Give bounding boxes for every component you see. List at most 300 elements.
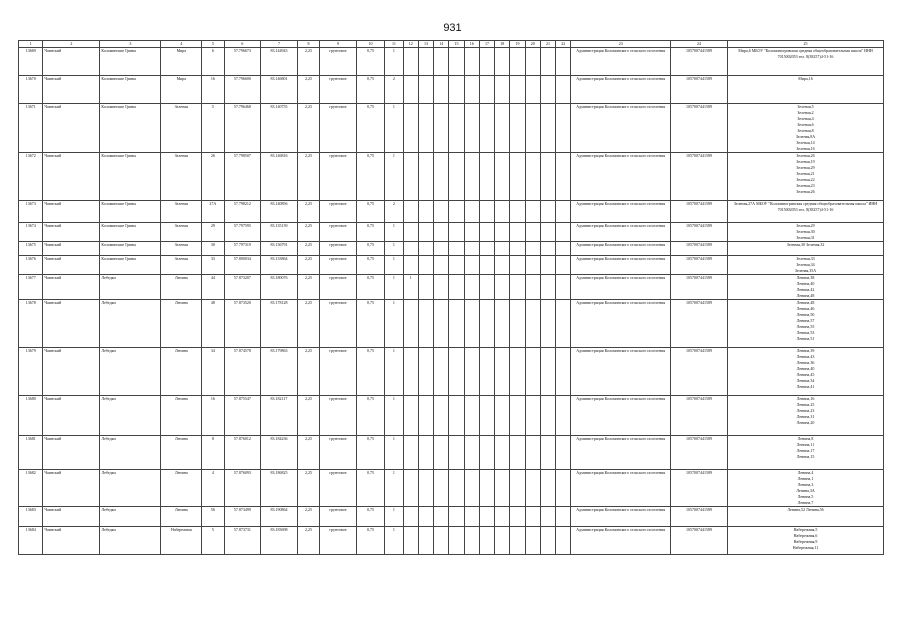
cell-count: 1	[385, 527, 403, 555]
column-header: 7	[261, 41, 298, 48]
cell-lon: 83.180076	[261, 275, 298, 300]
cell-empty	[434, 275, 449, 300]
cell-empty	[556, 470, 571, 507]
cell-settlement: Лебедки	[100, 275, 161, 300]
cell-id: 13672	[19, 153, 43, 201]
cell-lat: 57.800034	[224, 256, 261, 275]
cell-width: 2,25	[297, 300, 319, 348]
cell-owner: Администрация Коломинского сельского поселения	[571, 436, 671, 470]
cell-street: Зеленая	[161, 153, 202, 201]
cell-count: 1	[385, 275, 403, 300]
cell-owner: Администрация Коломинского сельского поселения	[571, 256, 671, 275]
cell-empty	[434, 300, 449, 348]
cell-empty	[464, 396, 479, 436]
cell-ogrn: 1057007441589	[671, 275, 728, 300]
cell-empty	[418, 242, 433, 256]
cell-lon: 83.186825	[261, 470, 298, 507]
cell-surface: грунтовое	[320, 300, 357, 348]
cell-extra	[403, 396, 418, 436]
cell-empty	[510, 201, 525, 223]
cell-empty	[479, 48, 494, 76]
cell-empty	[449, 436, 464, 470]
cell-empty	[449, 201, 464, 223]
cell-empty	[540, 223, 555, 242]
cell-empty	[540, 48, 555, 76]
cell-id: 13669	[19, 48, 43, 76]
cell-lat: 57.796468	[224, 104, 261, 153]
cell-empty	[525, 201, 540, 223]
cell-house: 6	[202, 48, 224, 76]
cell-served-addresses: Зеленая,33 Зеленая,34 Зеленая,35А	[728, 256, 884, 275]
cell-count: 1	[385, 436, 403, 470]
cell-count: 2	[385, 201, 403, 223]
cell-empty	[510, 48, 525, 76]
cell-district: Чаинский	[43, 104, 100, 153]
table-row	[19, 104, 884, 153]
cell-ogrn: 1057007441589	[671, 76, 728, 104]
cell-id: 13671	[19, 104, 43, 153]
cell-empty	[495, 300, 510, 348]
cell-width: 2,25	[297, 348, 319, 396]
cell-empty	[540, 436, 555, 470]
cell-district: Чаинский	[43, 507, 100, 527]
cell-empty	[540, 507, 555, 527]
cell-empty	[495, 48, 510, 76]
cell-empty	[540, 76, 555, 104]
cell-empty	[464, 223, 479, 242]
cell-empty	[449, 48, 464, 76]
cell-street: Мира	[161, 76, 202, 104]
cell-lat: 57.798507	[224, 153, 261, 201]
cell-settlement: Коломинские Гривы	[100, 256, 161, 275]
cell-empty	[556, 153, 571, 201]
cell-empty	[449, 527, 464, 555]
cell-house: 34	[202, 348, 224, 396]
cell-empty	[495, 275, 510, 300]
cell-ogrn: 1057007441589	[671, 242, 728, 256]
table-row	[19, 256, 884, 275]
cell-lon: 83.135139	[261, 223, 298, 242]
cell-street: Ленина	[161, 436, 202, 470]
cell-surface: грунтовое	[320, 48, 357, 76]
cell-empty	[464, 76, 479, 104]
cell-cover: 0,75	[356, 470, 384, 507]
cell-district: Чаинский	[43, 275, 100, 300]
cell-width: 2,25	[297, 527, 319, 555]
cell-empty	[495, 396, 510, 436]
cell-width: 2,25	[297, 223, 319, 242]
cell-empty	[510, 242, 525, 256]
cell-empty	[464, 275, 479, 300]
cell-empty	[495, 201, 510, 223]
cell-empty	[418, 256, 433, 275]
cell-empty	[540, 527, 555, 555]
cell-empty	[510, 76, 525, 104]
cell-ogrn: 1057007441589	[671, 104, 728, 153]
cell-cover: 0,75	[356, 275, 384, 300]
cell-width: 2,25	[297, 275, 319, 300]
cell-empty	[556, 507, 571, 527]
cell-district: Чаинский	[43, 223, 100, 242]
column-header: 24	[671, 41, 728, 48]
cell-id: 13670	[19, 76, 43, 104]
cell-house: 44	[202, 275, 224, 300]
cell-empty	[464, 507, 479, 527]
cell-empty	[540, 242, 555, 256]
cell-empty	[418, 275, 433, 300]
cell-empty	[479, 396, 494, 436]
cell-lon: 83.140755	[261, 104, 298, 153]
column-number-row	[19, 41, 884, 48]
cell-empty	[464, 436, 479, 470]
cell-district: Чаинский	[43, 348, 100, 396]
cell-lon: 83.140856	[261, 201, 298, 223]
cell-id: 13676	[19, 256, 43, 275]
cell-settlement: Коломинские Гривы	[100, 48, 161, 76]
column-header: 12	[403, 41, 418, 48]
column-header: 17	[479, 41, 494, 48]
cell-street: Ленина	[161, 300, 202, 348]
cell-count: 1	[385, 153, 403, 201]
cell-width: 2,25	[297, 153, 319, 201]
cell-house: 8	[202, 436, 224, 470]
cell-extra	[403, 242, 418, 256]
cell-served-addresses: Ленина,48 Ленина,46 Ленина,50 Ленина,57 Ленина,55 Ленина,53 Ленина,51	[728, 300, 884, 348]
cell-settlement: Коломинские Гривы	[100, 153, 161, 201]
cell-lat: 57.797595	[224, 223, 261, 242]
cell-empty	[449, 396, 464, 436]
cell-empty	[525, 48, 540, 76]
cell-house: 48	[202, 300, 224, 348]
cell-empty	[525, 223, 540, 242]
cell-served-addresses: Зеленая,27А МБОУ "Коломиногривская средняя общеобразовательная школа" ИНН 7015002053 тел. 8(38257)4-51-16	[728, 201, 884, 223]
table-row	[19, 348, 884, 396]
cell-extra	[403, 153, 418, 201]
cell-empty	[479, 348, 494, 396]
cell-served-addresses: Ленина,16 Ленина,25 Ленина,23 Ленина,31 Ленина,20	[728, 396, 884, 436]
cell-surface: грунтовое	[320, 256, 357, 275]
column-header: 3	[100, 41, 161, 48]
cell-empty	[495, 104, 510, 153]
table-row	[19, 396, 884, 436]
column-header: 13	[418, 41, 433, 48]
cell-empty	[434, 348, 449, 396]
cell-empty	[540, 153, 555, 201]
cell-house: 16	[202, 76, 224, 104]
cell-empty	[464, 104, 479, 153]
cell-empty	[479, 76, 494, 104]
cell-street: Ленина	[161, 507, 202, 527]
cell-empty	[449, 470, 464, 507]
cell-ogrn: 1057007441589	[671, 256, 728, 275]
cell-settlement: Лебедки	[100, 507, 161, 527]
cell-empty	[479, 223, 494, 242]
cell-owner: Администрация Коломинского сельского поселения	[571, 153, 671, 201]
cell-house: 4	[202, 470, 224, 507]
cell-extra	[403, 104, 418, 153]
cell-lon: 83.144943	[261, 48, 298, 76]
cell-count: 1	[385, 256, 403, 275]
cell-settlement: Коломинские Гривы	[100, 104, 161, 153]
cell-empty	[510, 436, 525, 470]
column-header: 6	[224, 41, 261, 48]
cell-count: 1	[385, 348, 403, 396]
cell-empty	[418, 201, 433, 223]
cell-cover: 0,75	[356, 153, 384, 201]
cell-width: 2,25	[297, 507, 319, 527]
cell-owner: Администрация Коломинского сельского поселения	[571, 396, 671, 436]
cell-district: Чаинский	[43, 527, 100, 555]
cell-empty	[540, 256, 555, 275]
cell-settlement: Коломинские Гривы	[100, 223, 161, 242]
column-header: 16	[464, 41, 479, 48]
table-row	[19, 48, 884, 76]
cell-empty	[449, 242, 464, 256]
cell-empty	[449, 153, 464, 201]
column-header: 8	[297, 41, 319, 48]
cell-empty	[418, 436, 433, 470]
cell-district: Чаинский	[43, 76, 100, 104]
cell-empty	[556, 256, 571, 275]
cell-owner: Администрация Коломинского сельского поселения	[571, 76, 671, 104]
cell-owner: Администрация Коломинского сельского поселения	[571, 48, 671, 76]
cell-count: 1	[385, 470, 403, 507]
cell-empty	[525, 507, 540, 527]
cell-served-addresses: Ленина,8 Ленина,11 Ленина,17 Ленина,15	[728, 436, 884, 470]
cell-count: 1	[385, 48, 403, 76]
cell-lat: 57.798212	[224, 201, 261, 223]
cell-surface: грунтовое	[320, 527, 357, 555]
cell-empty	[510, 153, 525, 201]
cell-empty	[464, 201, 479, 223]
table-row	[19, 223, 884, 242]
table-row	[19, 242, 884, 256]
cell-empty	[510, 470, 525, 507]
cell-empty	[495, 242, 510, 256]
cell-owner: Администрация Коломинского сельского поселения	[571, 104, 671, 153]
cell-empty	[479, 300, 494, 348]
cell-empty	[510, 300, 525, 348]
cell-count: 1	[385, 396, 403, 436]
table-row	[19, 275, 884, 300]
column-header: 20	[525, 41, 540, 48]
cell-width: 2,25	[297, 201, 319, 223]
cell-street: Зеленая	[161, 223, 202, 242]
cell-empty	[464, 300, 479, 348]
cell-extra	[403, 470, 418, 507]
cell-empty	[556, 527, 571, 555]
cell-empty	[495, 436, 510, 470]
cell-width: 2,25	[297, 76, 319, 104]
cell-empty	[479, 201, 494, 223]
cell-cover: 0,75	[356, 300, 384, 348]
cell-house: 26	[202, 153, 224, 201]
cell-empty	[449, 256, 464, 275]
cell-district: Чаинский	[43, 201, 100, 223]
cell-id: 13678	[19, 300, 43, 348]
cell-empty	[495, 507, 510, 527]
cell-width: 2,25	[297, 242, 319, 256]
cell-district: Чаинский	[43, 48, 100, 76]
cell-cover: 0,75	[356, 436, 384, 470]
column-header: 23	[571, 41, 671, 48]
cell-empty	[556, 201, 571, 223]
cell-empty	[418, 470, 433, 507]
table-row	[19, 507, 884, 527]
cell-served-addresses: Ленина,52 Ленина,56	[728, 507, 884, 527]
column-header: 14	[434, 41, 449, 48]
cell-owner: Администрация Коломинского сельского поселения	[571, 527, 671, 555]
cell-cover: 0,75	[356, 48, 384, 76]
cell-empty	[525, 256, 540, 275]
cell-empty	[418, 76, 433, 104]
cell-settlement: Лебедки	[100, 348, 161, 396]
cell-lon: 83.133864	[261, 256, 298, 275]
cell-cover: 0,75	[356, 396, 384, 436]
cell-served-addresses: Мира,16	[728, 76, 884, 104]
cell-id: 13680	[19, 396, 43, 436]
table-row	[19, 153, 884, 201]
cell-empty	[556, 223, 571, 242]
cell-count: 1	[385, 104, 403, 153]
cell-district: Чаинский	[43, 396, 100, 436]
cell-count: 1	[385, 242, 403, 256]
cell-settlement: Коломинские Гривы	[100, 242, 161, 256]
cell-settlement: Лебедки	[100, 436, 161, 470]
cell-empty	[540, 201, 555, 223]
cell-surface: грунтовое	[320, 242, 357, 256]
cell-empty	[540, 348, 555, 396]
cell-lat: 57.875547	[224, 396, 261, 436]
cell-empty	[434, 256, 449, 275]
cell-served-addresses: Зеленая,26 Зеленая,19 Зеленая,29 Зеленая,21 Зеленая,22 Зеленая,23 Зеленая,26	[728, 153, 884, 201]
cell-served-addresses: Ленина,39 Ленина,43 Ленина,36 Ленина,40 Ленина,45 Ленина,34 Ленина,41	[728, 348, 884, 396]
cell-street: Зеленая	[161, 256, 202, 275]
cell-width: 2,25	[297, 396, 319, 436]
column-header: 19	[510, 41, 525, 48]
cell-street: Зеленая	[161, 201, 202, 223]
cell-empty	[449, 300, 464, 348]
table-body	[19, 48, 884, 555]
cell-cover: 0,75	[356, 256, 384, 275]
cell-lon: 83.183698	[261, 527, 298, 555]
cell-extra	[403, 348, 418, 396]
cell-id: 13677	[19, 275, 43, 300]
cell-house: 30	[202, 242, 224, 256]
cell-lon: 83.136791	[261, 242, 298, 256]
cell-house: 16	[202, 396, 224, 436]
cell-empty	[479, 527, 494, 555]
cell-served-addresses: Мира,6 МБОУ "Коломиногривская средняя общеобразовательная школа" ИНН 7015002053 тел. 8(38257)4-51-16	[728, 48, 884, 76]
table-row	[19, 470, 884, 507]
cell-empty	[525, 470, 540, 507]
cell-surface: грунтовое	[320, 275, 357, 300]
cell-settlement: Лебедки	[100, 300, 161, 348]
cell-empty	[464, 153, 479, 201]
cell-empty	[525, 300, 540, 348]
cell-empty	[510, 104, 525, 153]
table-row	[19, 527, 884, 555]
cell-lon: 83.179863	[261, 348, 298, 396]
cell-empty	[449, 507, 464, 527]
cell-lat: 57.796673	[224, 48, 261, 76]
cell-street: Ленина	[161, 275, 202, 300]
cell-owner: Администрация Коломинского сельского поселения	[571, 507, 671, 527]
cell-ogrn: 1057007441589	[671, 201, 728, 223]
cell-served-addresses: Зеленая,29 Зеленая,30 Зеленая,31	[728, 223, 884, 242]
cell-cover: 0,75	[356, 104, 384, 153]
cell-empty	[418, 104, 433, 153]
cell-empty	[556, 436, 571, 470]
cell-served-addresses: Набережная,5 Набережная,6 Набережная,9 Набережная,11	[728, 527, 884, 555]
cell-ogrn: 1057007441589	[671, 396, 728, 436]
cell-district: Чаинский	[43, 242, 100, 256]
cell-lat: 57.797319	[224, 242, 261, 256]
cell-empty	[479, 436, 494, 470]
cell-empty	[434, 507, 449, 527]
column-header: 15	[449, 41, 464, 48]
cell-lat: 57.876093	[224, 470, 261, 507]
cell-empty	[434, 48, 449, 76]
cell-empty	[525, 76, 540, 104]
cell-extra	[403, 436, 418, 470]
cell-empty	[464, 470, 479, 507]
table-row	[19, 300, 884, 348]
cell-served-addresses: Зеленая,5 Зеленая,2 Зеленая,4 Зеленая,6 Зеленая,8 Зеленая,8А Зеленая,14 Зеленая,16	[728, 104, 884, 153]
cell-empty	[418, 507, 433, 527]
cell-empty	[418, 396, 433, 436]
cell-lat: 57.873499	[224, 507, 261, 527]
cell-surface: грунтовое	[320, 348, 357, 396]
cell-empty	[434, 470, 449, 507]
cell-surface: грунтовое	[320, 436, 357, 470]
cell-empty	[525, 275, 540, 300]
cell-street: Набережная	[161, 527, 202, 555]
column-header: 21	[540, 41, 555, 48]
cell-owner: Администрация Коломинского сельского поселения	[571, 348, 671, 396]
cell-lat: 57.796600	[224, 76, 261, 104]
cell-street: Зеленая	[161, 242, 202, 256]
table-row	[19, 76, 884, 104]
cell-street: Ленина	[161, 396, 202, 436]
cell-street: Зеленая	[161, 104, 202, 153]
cell-surface: грунтовое	[320, 201, 357, 223]
cell-empty	[464, 256, 479, 275]
cell-id: 13683	[19, 507, 43, 527]
cell-empty	[556, 104, 571, 153]
column-header: 1	[19, 41, 43, 48]
cell-empty	[495, 76, 510, 104]
cell-empty	[418, 348, 433, 396]
cell-width: 2,25	[297, 48, 319, 76]
cell-served-addresses: Ленина,38 Ленина,40 Ленина,42 Ленина,48	[728, 275, 884, 300]
cell-empty	[449, 223, 464, 242]
cell-empty	[540, 396, 555, 436]
column-header: 10	[356, 41, 384, 48]
cell-empty	[479, 242, 494, 256]
cell-surface: грунтовое	[320, 76, 357, 104]
cell-empty	[434, 242, 449, 256]
cell-owner: Администрация Коломинского сельского поселения	[571, 470, 671, 507]
cell-empty	[479, 275, 494, 300]
cell-extra	[403, 507, 418, 527]
cell-id: 13681	[19, 436, 43, 470]
cell-empty	[540, 104, 555, 153]
cell-empty	[464, 242, 479, 256]
cell-extra	[403, 256, 418, 275]
cell-empty	[434, 396, 449, 436]
cell-ogrn: 1057007441589	[671, 507, 728, 527]
